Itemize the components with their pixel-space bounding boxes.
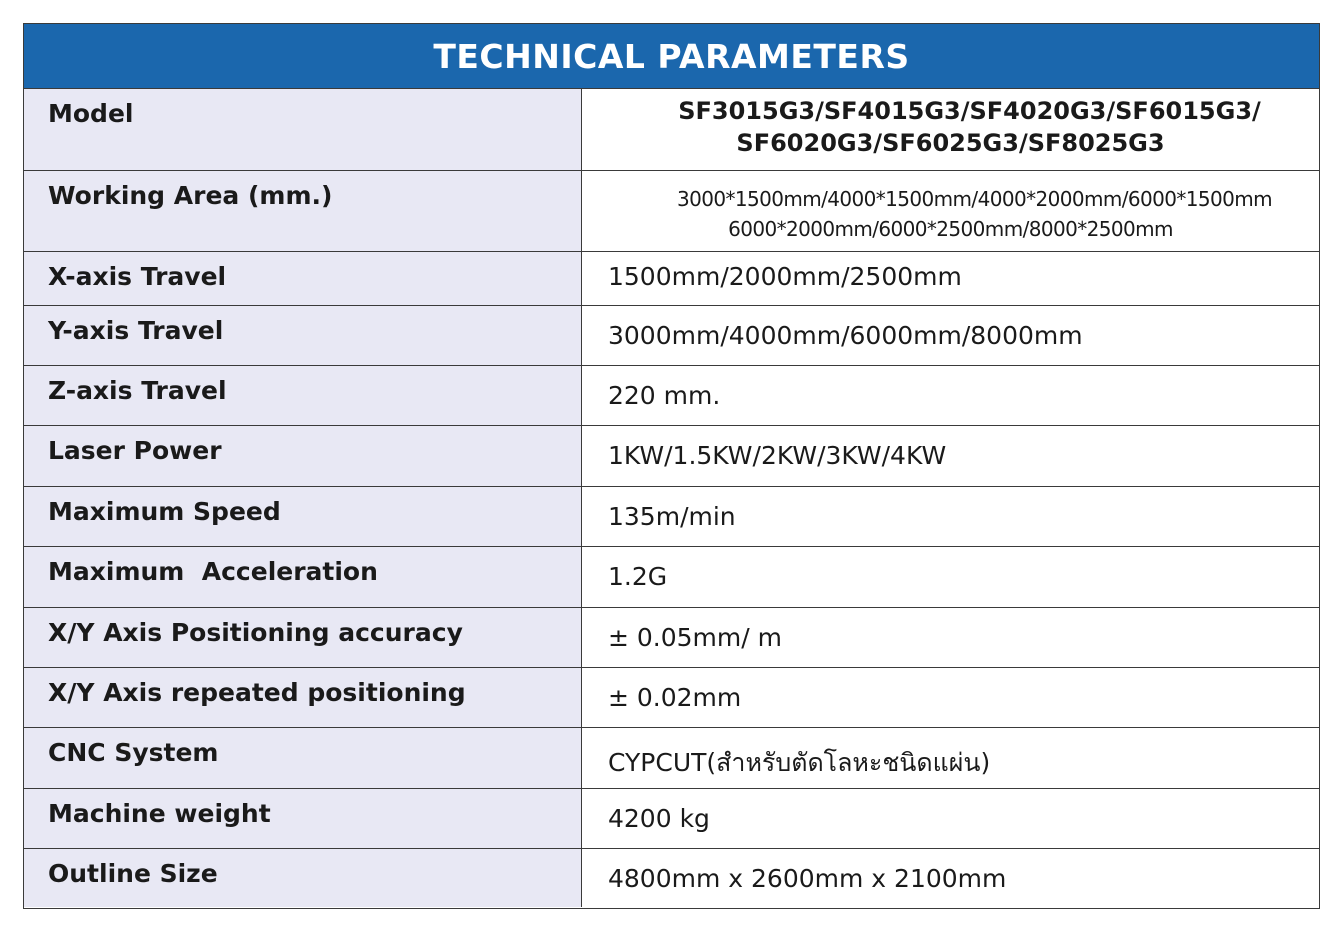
row-value-line: SF3015G3/SF4015G3/SF4020G3/SF6015G3/ <box>678 97 1261 125</box>
row-label: X/Y Axis Positioning accuracy <box>24 608 582 667</box>
table-row-z-axis-travel <box>24 366 1319 426</box>
row-label: CNC System <box>24 728 582 788</box>
row-value: 3000mm/4000mm/6000mm/8000mm <box>582 306 1319 365</box>
technical-parameters-table <box>23 23 1320 909</box>
row-label: Y-axis Travel <box>24 306 582 365</box>
row-value: 1.2G <box>582 547 1319 607</box>
table-row-outline-size <box>24 849 1319 907</box>
row-value <box>582 89 1319 170</box>
table-row-maximum-acceleration <box>24 547 1319 608</box>
row-label: Z-axis Travel <box>24 366 582 425</box>
row-label: Machine weight <box>24 789 582 848</box>
row-label: X-axis Travel <box>24 252 582 305</box>
row-label: Laser Power <box>24 426 582 486</box>
row-value: 4800mm x 2600mm x 2100mm <box>582 849 1319 907</box>
row-label: Working Area (mm.) <box>24 171 582 251</box>
row-value-line: 6000*2000mm/6000*2500mm/8000*2500mm <box>728 217 1173 241</box>
row-value: 1500mm/2000mm/2500mm <box>582 252 1319 305</box>
row-label: X/Y Axis repeated positioning <box>24 668 582 727</box>
table-row-laser-power <box>24 426 1319 487</box>
table-row-x-axis-travel <box>24 252 1319 306</box>
table-row-working-area <box>24 171 1319 252</box>
table-row-y-axis-travel <box>24 306 1319 366</box>
row-value: 220 mm. <box>582 366 1319 425</box>
row-label: Model <box>24 89 582 170</box>
row-value: ± 0.05mm/ m <box>582 608 1319 667</box>
row-value: 4200 kg <box>582 789 1319 848</box>
table-row-maximum-speed <box>24 487 1319 547</box>
row-label: Maximum Speed <box>24 487 582 546</box>
table-row-positioning-accuracy <box>24 608 1319 668</box>
row-value-line: SF6020G3/SF6025G3/SF8025G3 <box>736 129 1165 157</box>
row-value-line: 3000*1500mm/4000*1500mm/4000*2000mm/6000*1500mm <box>676 187 1273 211</box>
row-label: Outline Size <box>24 849 582 907</box>
row-label: Maximum Acceleration <box>24 547 582 607</box>
row-value: CYPCUT(สำหรับตัดโลหะชนิดแผ่น) <box>582 728 1319 788</box>
table-title: TECHNICAL PARAMETERS <box>433 36 910 76</box>
row-value: 1KW/1.5KW/2KW/3KW/4KW <box>582 426 1319 486</box>
table-row-machine-weight <box>24 789 1319 849</box>
table-header <box>24 24 1319 89</box>
table-row-cnc-system <box>24 728 1319 789</box>
table-row-repeated-positioning <box>24 668 1319 728</box>
row-value <box>582 171 1319 251</box>
row-value: 135m/min <box>582 487 1319 546</box>
table-row-model <box>24 89 1319 171</box>
row-value: ± 0.02mm <box>582 668 1319 727</box>
